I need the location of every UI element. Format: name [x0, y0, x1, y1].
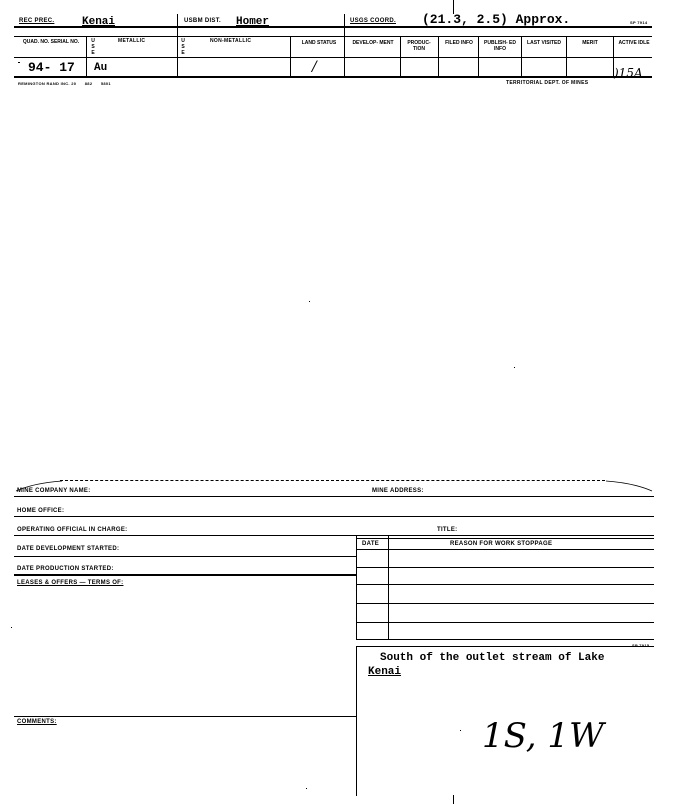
rec-prec-label: REC PREC.: [19, 18, 55, 24]
location-note-line-2: Kenai: [368, 666, 402, 678]
operating-official-label: OPERATING OFFICIAL IN CHARGE:: [17, 527, 128, 533]
footer-right: TERRITORIAL DEPT. OF MINES: [506, 80, 589, 86]
location-note-line-1: South of the outlet stream of Lake: [380, 652, 605, 664]
comments-label: COMMENTS:: [17, 719, 57, 725]
card-top-edge: [14, 479, 654, 493]
usbm-dist-label: USBM DIST.: [184, 18, 222, 24]
col-use-1: U S E: [91, 38, 95, 56]
title-label: TITLE:: [437, 527, 458, 533]
usgs-coord-label: USGS COORD.: [350, 18, 396, 24]
footer-left: [18, 80, 111, 87]
col-land-status: LAND STATUS: [301, 40, 337, 46]
footer-left-text: REMINGTON RAND INC. 20: [18, 81, 77, 86]
col-serial-label: SERIAL NO.: [50, 39, 80, 45]
home-office-label: HOME OFFICE:: [17, 508, 65, 514]
col-published-info: PUBLISH- ED INFO: [484, 40, 516, 52]
form-number-top: SP 7914: [630, 20, 648, 25]
col-metallic: METALLIC: [118, 38, 146, 44]
quad-serial-value: 94- 17: [28, 60, 75, 75]
metallic-value: Au: [94, 62, 108, 74]
col-quad-serial: [18, 39, 84, 45]
footer-left-num1: 882: [84, 81, 93, 86]
date-col-label: DATE: [362, 541, 380, 547]
col-quad-label: QUAD. NO.: [22, 39, 50, 45]
col-development: DEVELOP- MENT: [352, 40, 394, 46]
reason-col-label: REASON FOR WORK STOPPAGE: [450, 541, 553, 547]
corner-handwritten-mark: ​)15A: [614, 66, 643, 80]
usgs-coord-value: (21.3, 2.5) Approx.: [422, 12, 571, 27]
leases-offers-label: LEASES & OFFERS — TERMS OF:: [17, 580, 124, 586]
usbm-dist-value: Homer: [236, 16, 270, 28]
col-production: PRODUC- TION: [407, 40, 431, 52]
mine-company-name-label: MINE COMPANY NAME:: [17, 488, 91, 494]
land-status-mark: /: [312, 59, 317, 75]
col-nonmetallic: NON-METALLIC: [210, 38, 252, 44]
footer-left-num2: 5801: [100, 81, 111, 86]
rec-prec-value: Kenai: [82, 16, 116, 28]
col-filed-info: FILED INFO: [445, 40, 473, 46]
col-last-visited: LAST VISITED: [527, 40, 561, 46]
date-production-started-label: DATE PRODUCTION STARTED:: [17, 566, 114, 572]
col-use-2: U S E: [181, 38, 185, 56]
date-development-started-label: DATE DEVELOPMENT STARTED:: [17, 546, 120, 552]
col-merit: MERIT: [582, 40, 598, 46]
mine-address-label: MINE ADDRESS:: [372, 488, 424, 494]
handwritten-township-range: 1S, 1W: [482, 716, 604, 756]
col-active-idle: ACTIVE IDLE: [618, 40, 650, 46]
form-number-bottom: SP 7915: [632, 643, 650, 648]
